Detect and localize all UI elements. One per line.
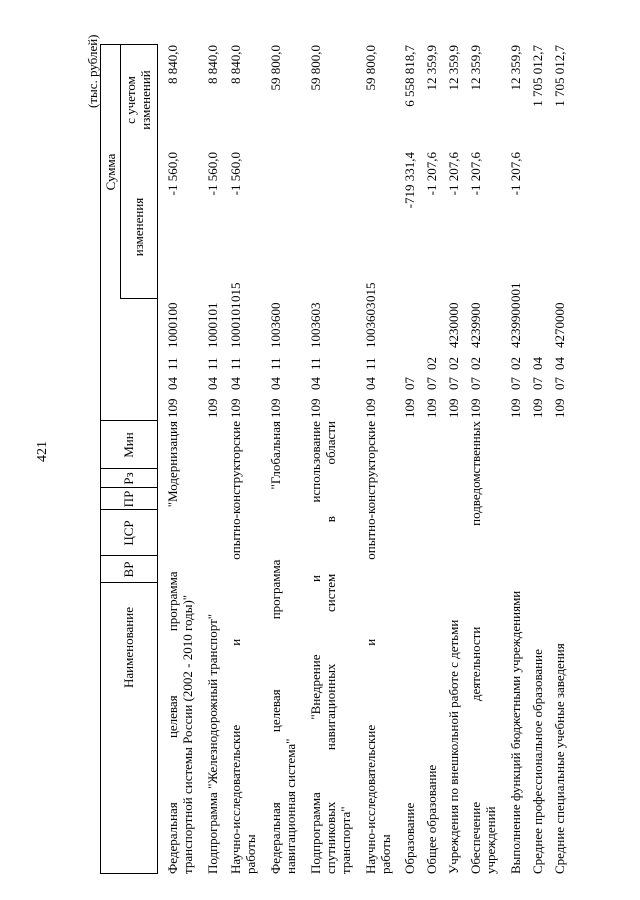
row-csr: 1000101 <box>228 302 243 348</box>
table-top-border <box>100 45 101 874</box>
row-change-value: -1 207,6 <box>508 152 523 196</box>
row-change-value: -1 207,6 <box>446 152 461 196</box>
row-name-line: Среднее профессиональное образование <box>530 649 545 874</box>
row-name-line: Средние специальные учебные заведения <box>552 643 567 874</box>
row-vr: 015 <box>363 282 378 302</box>
row-name-word: Подпрограмма <box>308 792 323 874</box>
page-number: 421 <box>35 441 50 462</box>
header-pr: ПР <box>121 490 136 508</box>
row-rz: 07 <box>468 377 483 390</box>
row-rz: 07 <box>552 377 567 390</box>
row-name-word: Федеральная <box>165 802 180 874</box>
row-name-word: Научно-исследовательские <box>363 724 378 874</box>
row-name-word: "Модернизация <box>165 421 180 508</box>
row-change-value: -719 331,4 <box>402 152 417 209</box>
row-total-value: 6 558 818,7 <box>402 45 417 107</box>
row-min: 109 <box>205 398 220 418</box>
row-name-line: работы <box>243 834 258 874</box>
row-name-word: целевая <box>165 695 180 739</box>
row-change-value: -1 560,0 <box>205 152 220 196</box>
sum-sub-divider <box>120 45 121 299</box>
row-change-value: -1 560,0 <box>165 152 180 196</box>
row-total-value: 1 705 012,7 <box>552 45 567 107</box>
row-min: 109 <box>446 398 461 418</box>
row-csr: 1003603 <box>308 302 323 348</box>
row-change-value: -1 207,6 <box>424 152 439 196</box>
row-total-value: 8 840,0 <box>228 45 243 84</box>
row-pr: 11 <box>308 357 323 370</box>
row-rz: 07 <box>530 377 545 390</box>
row-rz: 04 <box>363 377 378 390</box>
row-total-value: 8 840,0 <box>205 45 220 84</box>
header-min: Мин <box>121 432 136 458</box>
row-total-value: 12 359,9 <box>468 45 483 91</box>
row-rz: 04 <box>228 377 243 390</box>
row-rz: 07 <box>402 377 417 390</box>
row-min: 109 <box>363 398 378 418</box>
row-pr: 11 <box>228 357 243 370</box>
row-rz: 07 <box>424 377 439 390</box>
row-name-line <box>363 421 378 874</box>
row-min: 109 <box>402 398 417 418</box>
row-min: 109 <box>508 398 523 418</box>
row-name-line: транспорта" <box>338 806 353 874</box>
row-name-line: навигационная система" <box>283 738 298 874</box>
row-min: 109 <box>165 398 180 418</box>
units-label: (тыс. рублей) <box>85 34 100 108</box>
header-vr: ВР <box>121 561 136 578</box>
row-name-line <box>228 421 243 874</box>
row-name-word: систем <box>323 573 338 612</box>
row-csr: 1000101 <box>205 302 220 348</box>
row-min: 109 <box>268 398 283 418</box>
row-name-line <box>165 421 180 874</box>
row-pr: 11 <box>363 357 378 370</box>
row-pr: 04 <box>530 357 545 370</box>
row-min: 109 <box>552 398 567 418</box>
row-name-word: навигационных <box>323 663 338 751</box>
row-min: 109 <box>468 398 483 418</box>
row-vr: 015 <box>228 282 243 302</box>
row-rz: 04 <box>165 377 180 390</box>
row-name-word: опытно-конструкторские <box>228 421 243 560</box>
row-csr: 1003600 <box>268 302 283 348</box>
row-pr: 04 <box>552 357 567 370</box>
row-csr: 4270000 <box>552 302 567 348</box>
row-total-value: 1 705 012,7 <box>530 45 545 107</box>
header-sum: Сумма <box>103 153 118 191</box>
row-min: 109 <box>424 398 439 418</box>
header-name: Наименование <box>121 607 136 688</box>
row-name-line <box>308 421 323 874</box>
header-change: изменения <box>131 197 146 257</box>
row-name-line: Образование <box>402 802 417 874</box>
row-name-word: и <box>228 638 243 646</box>
row-total-value: 12 359,9 <box>424 45 439 91</box>
row-name-line: Подпрограмма "Железнодорожный транспорт" <box>205 613 220 874</box>
row-pr: 11 <box>205 357 220 370</box>
header-csr: ЦСР <box>121 520 136 546</box>
row-name-word: в <box>323 516 338 523</box>
row-rz: 07 <box>446 377 461 390</box>
row-pr: 02 <box>508 357 523 370</box>
row-name-line <box>323 421 338 874</box>
row-name-word: программа <box>165 571 180 632</box>
header-bottom-border <box>157 45 158 874</box>
row-name-word: спутниковых <box>323 801 338 874</box>
row-name-line: Выполнение функций бюджетными учреждениями <box>508 590 523 874</box>
row-csr: 1000100 <box>165 302 180 348</box>
header-rz: Рз <box>121 472 136 485</box>
row-name-line: транспортной системы России (2002 - 2010 годы)" <box>180 594 195 874</box>
row-min: 109 <box>308 398 323 418</box>
row-total-value: 12 359,9 <box>508 45 523 91</box>
row-pr: 02 <box>446 357 461 370</box>
row-name-word: опытно-конструкторские <box>363 421 378 560</box>
row-csr: 1003603 <box>363 302 378 348</box>
row-name-word: Обеспечение <box>468 801 483 874</box>
row-change-value: -1 207,6 <box>468 152 483 196</box>
row-pr: 11 <box>268 357 283 370</box>
row-name-word: Научно-исследовательские <box>228 724 243 874</box>
row-pr: 02 <box>424 357 439 370</box>
row-rz: 04 <box>268 377 283 390</box>
row-name-word: целевая <box>268 689 283 733</box>
row-name-word: подведомственных <box>468 421 483 526</box>
row-total-value: 8 840,0 <box>165 45 180 84</box>
row-change-value: -1 560,0 <box>228 152 243 196</box>
row-name-line <box>268 421 283 874</box>
header-with-changes-1: с учетом <box>123 76 138 124</box>
row-total-value: 12 359,9 <box>446 45 461 91</box>
row-name-line: работы <box>378 834 393 874</box>
row-name-line: учреждений <box>483 806 498 874</box>
row-pr: 11 <box>165 357 180 370</box>
row-name-word: и <box>363 638 378 646</box>
row-rz: 04 <box>205 377 220 390</box>
row-csr: 4239900 <box>508 302 523 348</box>
row-name-word: и <box>308 575 323 582</box>
row-name-line: Общее образование <box>424 764 439 874</box>
row-rz: 07 <box>508 377 523 390</box>
row-total-value: 59 800,0 <box>363 45 378 91</box>
row-min: 109 <box>530 398 545 418</box>
row-rz: 04 <box>308 377 323 390</box>
row-pr: 02 <box>468 357 483 370</box>
row-name-word: "Глобальная <box>268 421 283 490</box>
row-name-word: использование <box>308 421 323 503</box>
row-csr: 4230000 <box>446 302 461 348</box>
row-total-value: 59 800,0 <box>268 45 283 91</box>
row-name-word: "Внедрение <box>308 654 323 720</box>
row-total-value: 59 800,0 <box>308 45 323 91</box>
row-vr: 001 <box>508 282 523 302</box>
row-name-word: Федеральная <box>268 802 283 874</box>
header-with-changes-2: изменений <box>138 70 153 130</box>
row-name-line <box>468 421 483 874</box>
row-name-word: программа <box>268 559 283 620</box>
row-name-word: деятельности <box>468 626 483 702</box>
row-min: 109 <box>228 398 243 418</box>
row-name-line: Учреждения по внешкольной работе с детьми <box>446 619 461 874</box>
row-name-word: области <box>323 421 338 465</box>
row-csr: 4239900 <box>468 302 483 348</box>
